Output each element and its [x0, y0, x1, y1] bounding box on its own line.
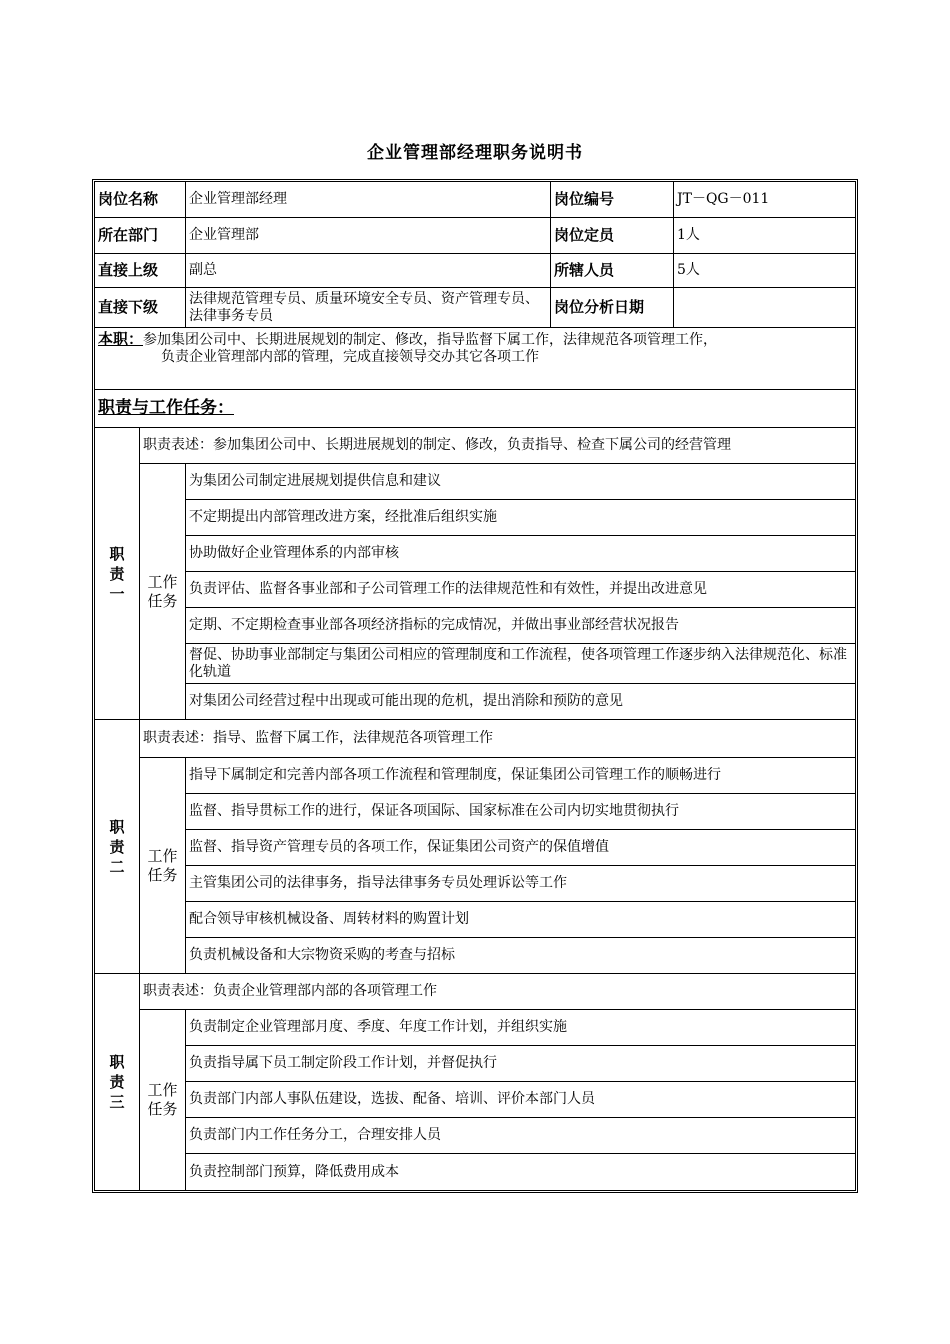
- duty-line-1: 参加集团公司中、长期进展规划的制定、修改，指导监督下属工作，法律规范各项管理工作，: [143, 332, 718, 348]
- duty-3-statement: 职责表述：负责企业管理部内部的各项管理工作: [140, 974, 855, 1010]
- section-title: 职责与工作任务：: [95, 390, 855, 428]
- duty-2-task: 主管集团公司的法律事务，指导法律事务专员处理诉讼等工作: [186, 866, 855, 902]
- job-description-table: [92, 179, 858, 1193]
- staff-value: 5人: [674, 254, 855, 288]
- duty-2-task: 负责机械设备和大宗物资采购的考查与招标: [186, 938, 855, 974]
- analysis-date-value: [674, 288, 855, 328]
- superior-value: 副总: [186, 254, 551, 288]
- subordinate-label: 直接下级: [95, 288, 186, 328]
- dept-value: 企业管理部: [186, 218, 551, 254]
- duty-2-task: 监督、指导资产管理专员的各项工作，保证集团公司资产的保值增值: [186, 830, 855, 866]
- post-code-value: JT－QG－011: [674, 182, 855, 218]
- post-name-label: 岗位名称: [95, 182, 186, 218]
- duty-label: 本职：: [98, 330, 144, 348]
- duty-3-task: 负责指导属下员工制定阶段工作计划，并督促执行: [186, 1046, 855, 1082]
- duty-1-statement: 职责表述：参加集团公司中、长期进展规划的制定、修改，负责指导、检查下属公司的经营管理: [140, 428, 855, 464]
- duty-line-2: 负责企业管理部内部的管理，完成直接领导交办其它各项工作: [161, 349, 539, 365]
- duty-2-task: 配合领导审核机械设备、周转材料的购置计划: [186, 902, 855, 938]
- duty-1-task: 协助做好企业管理体系的内部审核: [186, 536, 855, 572]
- duty-summary: [95, 328, 855, 390]
- duty-2-statement: 职责表述：指导、监督下属工作，法律规范各项管理工作: [140, 720, 855, 758]
- analysis-date-label: 岗位分析日期: [551, 288, 674, 328]
- duty-3-task-label: 工作任务: [140, 1010, 186, 1190]
- duty-3-label: 职责三: [95, 974, 140, 1190]
- duty-3-task: 负责部门内工作任务分工，合理安排人员: [186, 1118, 855, 1154]
- staff-label: 所辖人员: [551, 254, 674, 288]
- duty-2-label: 职责二: [95, 720, 140, 974]
- duty-3-task: 负责控制部门预算，降低费用成本: [189, 1163, 399, 1180]
- subordinate-value: 法律规范管理专员、质量环境安全专员、资产管理专员、法律事务专员: [186, 288, 551, 328]
- duty-3-task: 负责制定企业管理部月度、季度、年度工作计划，并组织实施: [186, 1010, 855, 1046]
- duty-2-task: 监督、指导贯标工作的进行，保证各项国际、国家标准在公司内切实地贯彻执行: [186, 794, 855, 830]
- document-title: 企业管理部经理职务说明书: [367, 143, 583, 163]
- superior-label: 直接上级: [95, 254, 186, 288]
- duty-1-task: 负责评估、监督各事业部和子公司管理工作的法律规范性和有效性，并提出改进意见: [186, 572, 855, 608]
- duty-1-task-label: 工作任务: [140, 464, 186, 720]
- duty-1-task: 督促、协助事业部制定与集团公司相应的管理制度和工作流程，使各项管理工作逐步纳入法律规范化、标准化轨道: [186, 644, 855, 684]
- duty-2-task: 指导下属制定和完善内部各项工作流程和管理制度，保证集团公司管理工作的顺畅进行: [186, 758, 855, 794]
- duty-2-task-label: 工作任务: [140, 758, 186, 974]
- quota-label: 岗位定员: [551, 218, 674, 254]
- duty-3-task: 负责部门内部人事队伍建设，选拔、配备、培训、评价本部门人员: [186, 1082, 855, 1118]
- dept-label: 所在部门: [95, 218, 186, 254]
- post-name-value: 企业管理部经理: [186, 182, 551, 218]
- duty-1-task: 定期、不定期检查事业部各项经济指标的完成情况，并做出事业部经营状况报告: [186, 608, 855, 644]
- duty-1-label: 职责一: [95, 428, 140, 720]
- duty-1-task: 不定期提出内部管理改进方案，经批准后组织实施: [186, 500, 855, 536]
- duty-1-task: 对集团公司经营过程中出现或可能出现的危机，提出消除和预防的意见: [186, 684, 855, 720]
- post-code-label: 岗位编号: [551, 182, 674, 218]
- quota-value: 1人: [674, 218, 855, 254]
- duty-1-task: 为集团公司制定进展规划提供信息和建议: [186, 464, 855, 500]
